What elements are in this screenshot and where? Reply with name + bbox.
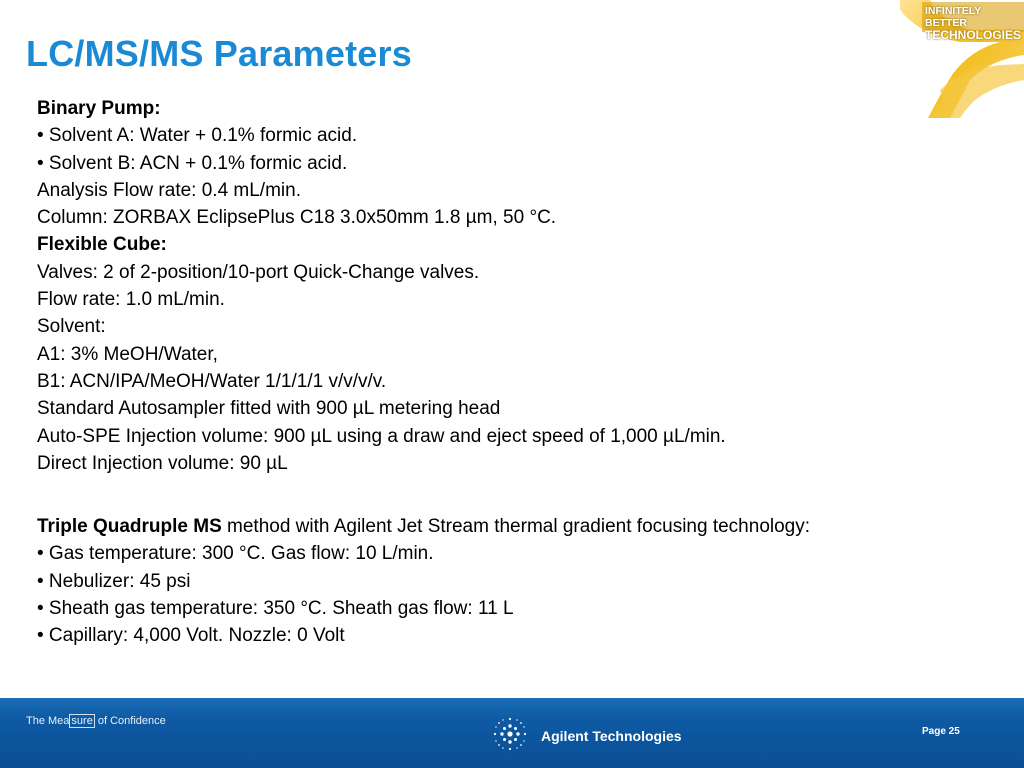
cube-line: Auto-SPE Injection volume: 900 µL using a draw and eject speed of 1,000 µL/min. <box>37 425 726 447</box>
cube-line: Direct Injection volume: 90 µL <box>37 452 288 474</box>
badge-text <box>925 5 1024 41</box>
binary-pump-heading: Binary Pump: <box>37 98 161 119</box>
flexible-cube-heading: Flexible Cube: <box>37 234 167 256</box>
pump-line: Column: ZORBAX EclipsePlus C18 3.0x50mm 1.8 µm, 50 °C. <box>37 207 557 229</box>
ms-heading: Triple Quadruple MS <box>37 516 222 538</box>
footer-tagline <box>26 715 166 727</box>
ms-line: • Sheath gas temperature: 350 °C. Sheath gas flow: 11 L <box>37 598 514 620</box>
slide-title: LC/MS/MS Parameters <box>26 33 412 74</box>
tagline-part: The Mea <box>26 715 70 727</box>
tagline-boxed: sure <box>71 715 93 727</box>
badge-line1: INFINITELY BETTER <box>925 5 982 29</box>
ms-line: • Gas temperature: 300 °C. Gas flow: 10 L/min. <box>37 543 434 565</box>
section-spacer <box>37 477 937 513</box>
pump-line: • Solvent B: ACN + 0.1% formic acid. <box>37 152 348 174</box>
tagline-part: of Confidence <box>94 715 166 727</box>
company-name: Agilent Technologies <box>541 728 682 744</box>
cube-line: Solvent: <box>37 316 106 338</box>
cube-line: A1: 3% MeOH/Water, <box>37 343 218 365</box>
pump-line: • Solvent A: Water + 0.1% formic acid. <box>37 125 358 147</box>
badge-line2: TECHNOLOGIES <box>925 28 1022 42</box>
ms-intro-text: method with Agilent Jet Stream thermal gradient focusing technology: <box>221 516 811 538</box>
ms-intro <box>37 513 857 540</box>
pump-line: Analysis Flow rate: 0.4 mL/min. <box>37 179 301 201</box>
footer-bar <box>0 698 1024 768</box>
cube-line: Standard Autosampler fitted with 900 µL metering head <box>37 398 501 420</box>
cube-line: Valves: 2 of 2-position/10-port Quick-Change valves. <box>37 261 480 283</box>
page-number: Page 25 <box>922 726 960 737</box>
agilent-spark-icon <box>490 714 530 754</box>
cube-line: B1: ACN/IPA/MeOH/Water 1/1/1/1 v/v/v/v. <box>37 370 387 392</box>
ms-line: • Capillary: 4,000 Volt. Nozzle: 0 Volt <box>37 625 345 647</box>
cube-line: Flow rate: 1.0 mL/min. <box>37 289 225 311</box>
slide-body <box>37 95 937 650</box>
ms-line: • Nebulizer: 45 psi <box>37 570 191 592</box>
